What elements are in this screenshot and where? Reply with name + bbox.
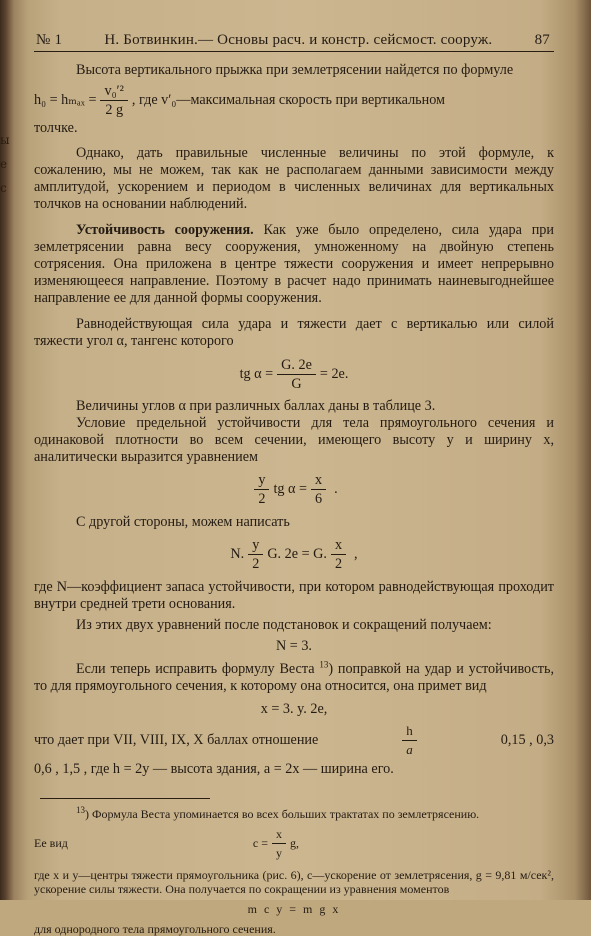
equation-text: x = 3. y. 2e, <box>260 701 328 717</box>
equation-end: , <box>354 546 358 562</box>
fraction-numerator: x <box>331 536 346 555</box>
equation-lhs: tg α = <box>239 366 274 382</box>
footnote-formula-line <box>34 825 554 862</box>
fraction-numerator: y <box>248 536 263 555</box>
footnote-moment-equation <box>34 902 554 916</box>
page-content <box>34 32 554 936</box>
paragraph-coefficient-n: где N—коэффициент запаса устойчивости, при котором равнодействующая проходит внутри средней трети основания. <box>34 579 554 612</box>
paragraph-text: Если теперь исправить формулу Веста <box>76 661 315 677</box>
paragraph-stability-condition: Условие предельной устойчивости для тела прямоугольного сечения и одинаковой плотности во всем сечении, имеющего высоту y и ширину x, аналитически выразится уравнением <box>34 415 554 465</box>
issue-number: № 1 <box>36 32 63 48</box>
equation-text: N = 3. <box>276 638 312 654</box>
equation-limit-stability <box>34 471 554 508</box>
equation-n-equals-3 <box>34 638 554 655</box>
fraction-h-over-a <box>402 722 417 759</box>
fraction-denominator: 2 <box>252 556 260 572</box>
fraction-g2e-over-g <box>277 356 316 393</box>
paragraph-numeric-values: Однако, дать правильные численные величины по этой формуле, к сожалению, мы не можем, так как не располагаем данными зависимости между амплитудой, ускорением и периодом в численных величинах для вертикальных толчков на основании наблюдений. <box>34 145 554 212</box>
formula-text: m c y = m g x <box>247 902 341 916</box>
gutter-letters <box>0 128 10 200</box>
paragraph-angles: Величины углов α при различных баллах даны в таблице 3. <box>76 398 436 414</box>
formula-rhs: g, <box>289 836 299 850</box>
footnote-reference: 13 <box>319 659 329 670</box>
paragraph-text: ) поправкой на удар и устойчивость, то для прямоугольного сечения, к которому она относится, она примет вид <box>34 661 555 694</box>
paragraph-continuation: толчке. <box>34 120 78 136</box>
paragraph-text: Как уже было определено, сила удара при землетрясении равна весу сооружения, умноженному на двойную степень сотрясения. Она приложена в центре тяжести сооружения и имеет непрерывно изменяющееся направление. Поэтому в расчет надо принимать наиневыгоднейшее направление ее для данной формы сооружения. <box>34 222 554 306</box>
paragraph-other-side: С другой стороны, можем написать <box>76 514 290 530</box>
equation-text: , где v′₀—максимальная скорость при вертикальном <box>131 92 446 108</box>
equation-tangent <box>34 356 554 393</box>
equation-west-corrected <box>34 701 554 718</box>
footnote-formula <box>68 825 484 862</box>
running-header <box>34 32 554 52</box>
fraction-numerator: y <box>254 471 269 490</box>
section-heading: Устойчивость сооружения. <box>76 222 254 238</box>
fraction-numerator: h <box>402 722 417 741</box>
equation-rhs: = 2e. <box>319 366 349 382</box>
fraction-denominator: 2 <box>258 491 266 507</box>
fraction-denominator: y <box>275 846 282 860</box>
fraction-v-over-2g <box>100 82 127 119</box>
fraction-numerator: G. 2e <box>277 356 316 375</box>
footnote-13 <box>34 807 554 821</box>
equation-jump-height <box>34 82 554 119</box>
paragraph-stability <box>34 222 554 307</box>
fraction-denominator: 6 <box>315 491 323 507</box>
paragraph-substitution: Из этих двух уравнений после подстановок и сокращений получаем: <box>76 617 492 633</box>
equation-middle: tg α = <box>273 481 308 497</box>
gutter-letter: с <box>0 181 7 195</box>
equation-lhs: h₀ = hₘₐₓ = <box>34 92 97 108</box>
paragraph-jump-height: Высота вертикального прыжка при землетрясении найдется по формуле <box>76 62 514 78</box>
fraction-x-over-6 <box>311 471 326 508</box>
fraction-denominator: a <box>406 742 413 757</box>
paragraph-ratio-continued: 0,6 , 1,5 , где h = 2y — высота здания, a = 2x — ширина его. <box>34 761 394 777</box>
fraction-numerator: x <box>311 471 326 490</box>
fraction-denominator: 2 <box>334 556 343 572</box>
paragraph-resultant-force: Равнодействующая сила удара и тяжести дает с вертикалью или силой тяжести угол α, тангенс которого <box>34 316 554 349</box>
ratio-values: 0,15 , 0,3 <box>500 732 554 748</box>
footnote-text: Ее вид <box>34 836 68 850</box>
fraction-y-over-2 <box>254 471 269 508</box>
running-title: Н. Ботвинкин.— Основы расч. и констр. сейсмост. сооруж. <box>104 32 493 48</box>
ratio-line <box>34 722 554 759</box>
equation-end: . <box>334 481 338 497</box>
page-number: 87 <box>534 32 550 48</box>
fraction-y-over-2 <box>248 536 263 573</box>
gutter-letter: ы <box>0 133 10 147</box>
fraction-denominator: G <box>291 376 302 392</box>
footnote-number: 13 <box>76 805 85 815</box>
footnote-text: ) Формула Веста упоминается во всех больших трактатах по землетрясению. <box>85 807 480 821</box>
fraction-x-over-2 <box>331 536 346 573</box>
fraction-numerator: x <box>272 825 286 844</box>
ratio-text: что дает при VII, VIII, IX, X баллах отношение <box>34 732 319 748</box>
equation-middle: G. 2e = G. <box>267 546 327 562</box>
fraction-numerator: v₀′² <box>100 82 127 101</box>
formula-lhs: c = <box>252 836 268 850</box>
equation-lhs: N. <box>230 546 245 562</box>
equation-safety-factor <box>34 536 554 573</box>
gutter-letter: е <box>0 157 8 171</box>
footnote-text-homogeneous: для однородного тела прямоугольного сечения. <box>34 922 276 936</box>
fraction-x-over-y <box>272 825 286 862</box>
footnote-rule <box>40 798 210 799</box>
paragraph-west-formula <box>34 661 554 695</box>
fraction-denominator: 2 g <box>105 102 124 118</box>
footnote-text-centres: где x и y—центры тяжести прямоугольника (рис. 6), c—ускорение от землетрясения, g = 9,81 м/сек², ускорение силы тяжести. Она получается по сокращении из уравнения моментов <box>34 868 554 896</box>
